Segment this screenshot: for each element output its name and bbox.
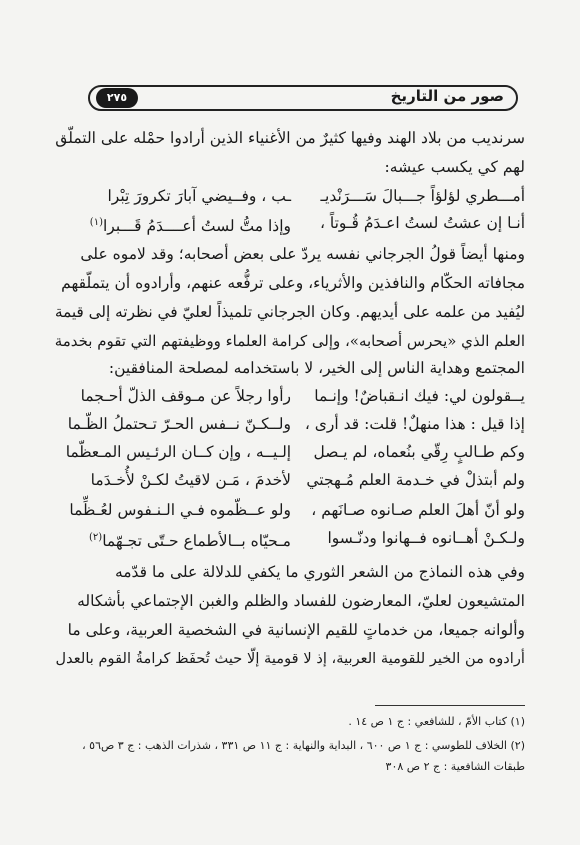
verse2-hemistich-right: وكم طـالبٍ رِقّي بنُعماه، لم يـصل: [313, 443, 525, 461]
footnote-ref: (١): [89, 217, 103, 228]
verse1-hemistich-left: ـب ، وفــيضي آبارَ تكرورَ تِبْرا: [107, 187, 291, 205]
body-line: ليُفيد من علمه على أيديهم. وكان الجرجاني تلميذاً لعليّ في نظرته إلى قيمة: [54, 303, 525, 321]
body-line: أرادوه من الخير للقومية العربية، إذ لا قومية إلّا حيث تُحفَظ كرامةُ القوم بالعدل: [55, 650, 525, 667]
footnote: (١) كتاب الأمّ ، للشافعي : ج ١ ص ١٤ .: [348, 715, 525, 728]
verse2-hemistich-right: إذا قيل : هذا منهلٌ! قلت: قد أرى ،: [304, 415, 525, 433]
verse2-hemistich-left: إلـيــه ، وإن كــان الرئـيس المـعظّما: [65, 443, 291, 461]
body-line: لهم كي يكسب عيشه:: [384, 158, 525, 176]
verse1-hemistich-right: أمـــطري لؤلؤاً جـــبالَ سَـــرَنْديـ: [320, 187, 525, 205]
footnote: (٢) الخلاف للطوسي : ج ١ ص ٦٠٠ ، البداية والنهاية : ج ١١ ص ٣٣١ ، شذرات الذهب : ج ٣ ص٥٦ ،: [82, 739, 525, 752]
verse2-hemistich-left: رأوا رجلاً عن مـوقف الذلّ أحـجما: [80, 387, 291, 405]
footnote-ref: (٢): [89, 532, 103, 543]
verse-text: مـحيّاه بــالأطماع حـتّى تجـهّما: [102, 532, 291, 551]
page-number-badge: [96, 88, 138, 108]
verse2-hemistich-right: ولو أنّ أهلَ العلم صـانوه صـانَهم ،: [311, 501, 525, 519]
verse2-hemistich-left: لأخدمَ ، مَـن لاقيتُ لكـنْ لأُخـدَما: [90, 471, 291, 489]
footnote: طبقات الشافعية : ج ٢ ص ٣٠٨: [385, 760, 525, 773]
verse2-hemistich-right: يــقولون لي: فيك انـقباضٌ! وإنـما: [314, 387, 525, 405]
verse-text: وإذا متُّ لستُ أعــــدَمُ قَـــبرا: [102, 217, 291, 236]
verse1-hemistich-left: [66, 213, 291, 236]
body-line: وفي هذه النماذج من الشعر الثوري ما يكفي للدلالة على ما قدّمه: [114, 563, 525, 581]
body-line: مجافاته الحكّام والنافذين والأثرياء، وعلى ترفُّعه عنهم، وأرادوه أن يتملّقهم: [61, 274, 525, 292]
footnote-separator: [375, 705, 525, 706]
verse2-hemistich-left: ولــكـنّ نــفس الحـرّ تـحتملُ الظّـما: [67, 415, 291, 433]
body-line: ومنها أيضاً قولُ الجرجاني نفسه يردّ على بعض أصحابه؛ وقد لاموه على: [80, 245, 525, 263]
page-header: [88, 85, 518, 113]
body-line: وألوانه جميعا، من خدماتٍ للقيم الإنسانية في الشخصية العربية، وعلى ما: [67, 621, 525, 639]
body-line: سرنديب من بلاد الهند وفيها كثيرٌ من الأغنياء الذين أرادوا حمْله على التملّق: [55, 129, 525, 147]
verse2-hemistich-right: ولـكـنْ أهــانوه فــهانوا ودنّـسوا: [327, 529, 525, 547]
body-line: المتشيعون لعليّ، المعارضون للفساد والظلم والغبن الإجتماعي بأشكاله: [77, 592, 525, 610]
verse1-hemistich-right: أنـا إن عشتُ لستُ اعـدَمُ قُـوتاً ،: [319, 214, 525, 232]
body-line: العلم الذي «يحرس أصحابه»، وإلى كرامة العلماء ووظيفتهم التي تقوم بخدمة: [54, 332, 525, 350]
verse2-hemistich-right: ولم أبتذلْ في خـدمة العلم مُـهجتي: [306, 471, 525, 489]
running-title: صور من التاريخ: [390, 87, 504, 105]
verse2-hemistich-left: ولو عــظّموه فـي الـنـفوس لعُـظِّما: [69, 501, 291, 519]
body-line: المجتمع وهداية الناس إلى الخير، لا باستخدامه لمصلحة المنافقين:: [108, 359, 525, 377]
verse2-hemistich-left: [66, 528, 291, 551]
page-number: ٢٧٥: [106, 91, 128, 104]
